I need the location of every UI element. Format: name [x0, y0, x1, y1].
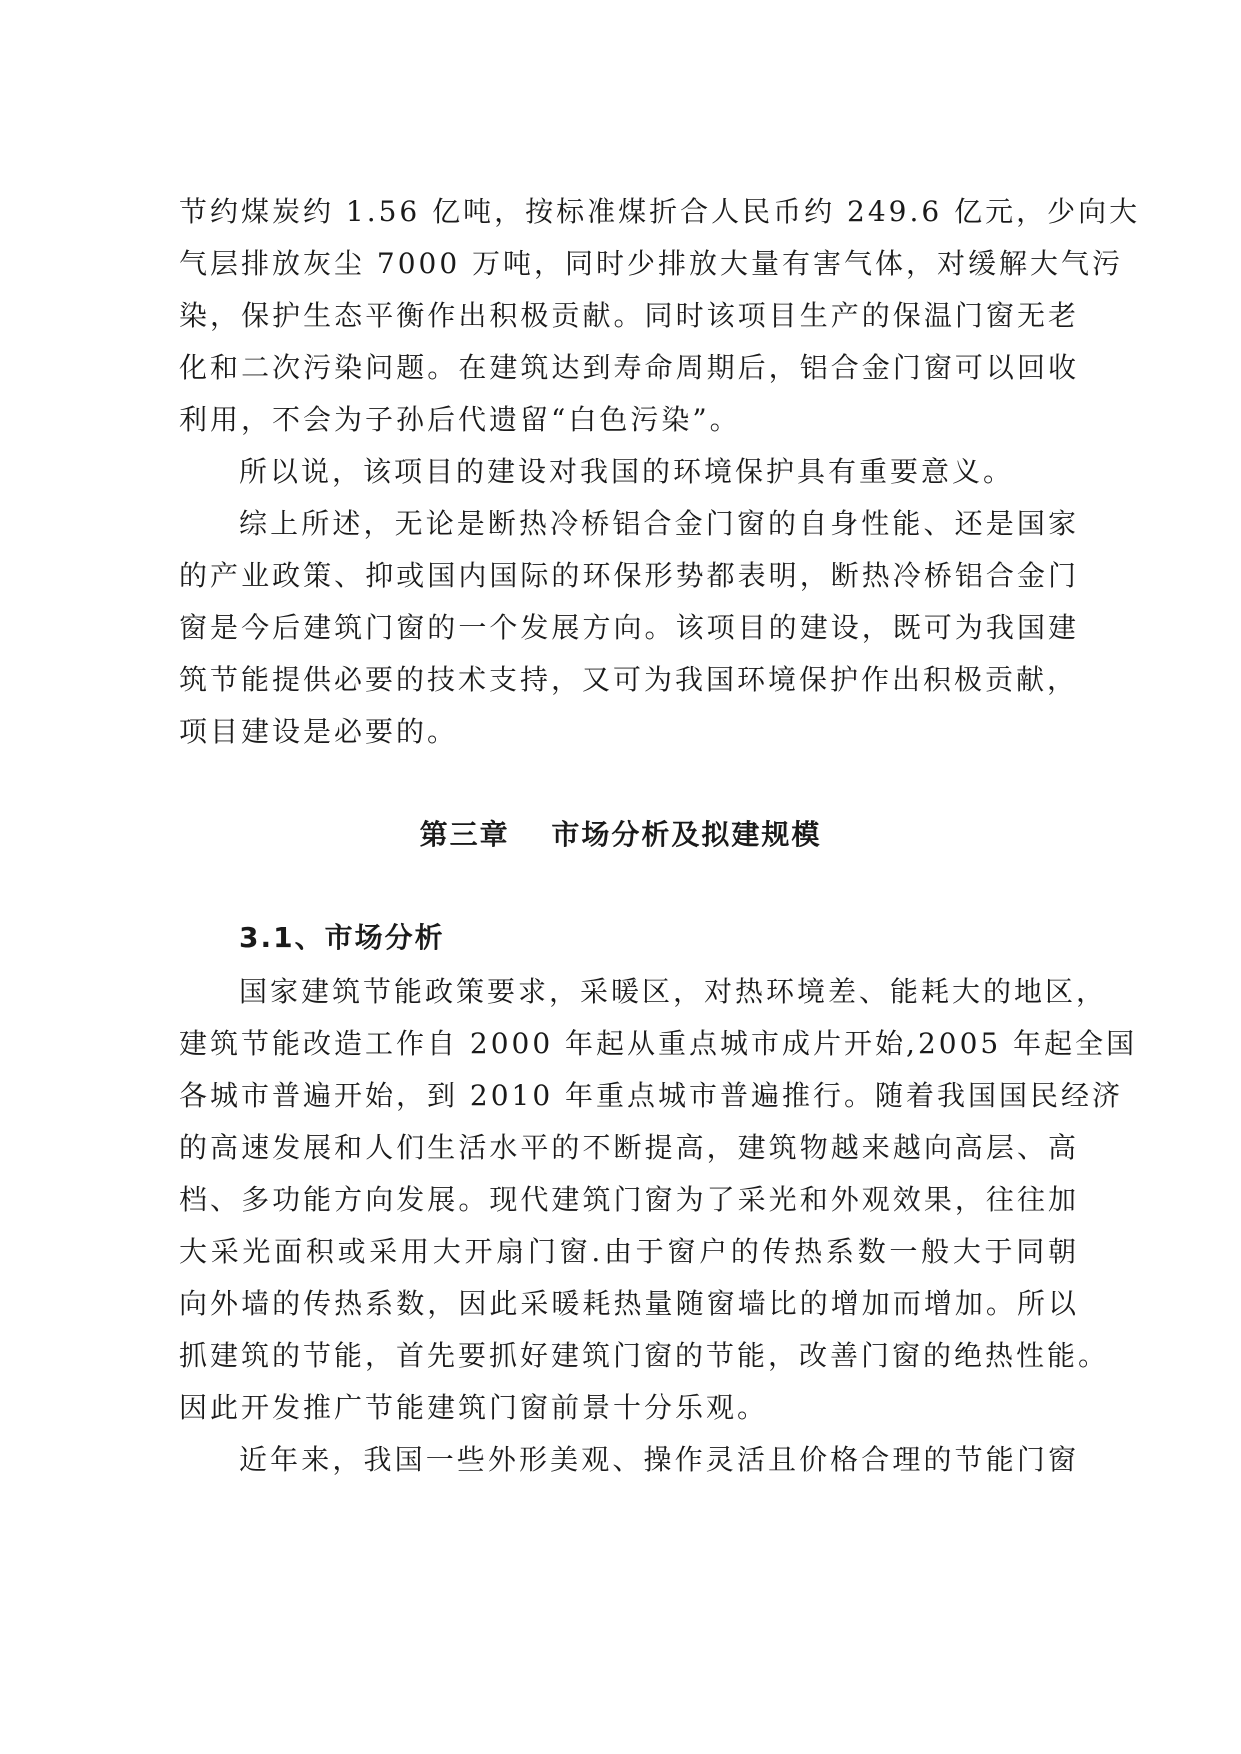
paragraph-line: 向外墙的传热系数，因此采暖耗热量随窗墙比的增加而增加。所以 [179, 1287, 1079, 1320]
paragraph-line: 所以说，该项目的建设对我国的环境保护具有重要意义。 [239, 455, 1015, 488]
section-title: 3.1、市场分析 [239, 921, 445, 954]
paragraph-line: 国家建筑节能政策要求，采暖区，对热环境差、能耗大的地区， [239, 975, 1108, 1008]
paragraph-line: 建筑节能改造工作自 2000 年起从重点城市成片开始,2005 年起全国 [179, 1027, 1138, 1060]
paragraph-line: 染，保护生态平衡作出积极贡献。同时该项目生产的保温门窗无老 [179, 299, 1079, 332]
paragraph-line: 筑节能提供必要的技术支持，又可为我国环境保护作出积极贡献， [179, 663, 1079, 696]
paragraph-line: 窗是今后建筑门窗的一个发展方向。该项目的建设，既可为我国建 [179, 611, 1079, 644]
paragraph-line: 抓建筑的节能，首先要抓好建筑门窗的节能，改善门窗的绝热性能。 [179, 1339, 1110, 1372]
paragraph-line: 的产业政策、抑或国内国际的环保形势都表明，断热冷桥铝合金门 [179, 559, 1079, 592]
paragraph-line: 因此开发推广节能建筑门窗前景十分乐观。 [179, 1391, 769, 1424]
paragraph-line: 利用，不会为子孙后代遗留“白色污染”。 [179, 403, 741, 436]
paragraph-line: 项目建设是必要的。 [179, 715, 459, 748]
paragraph-line: 近年来，我国一些外形美观、操作灵活且价格合理的节能门窗 [239, 1443, 1079, 1476]
paragraph-line: 大采光面积或采用大开扇门窗.由于窗户的传热系数一般大于同朝 [179, 1235, 1079, 1268]
paragraph-line: 综上所述，无论是断热冷桥铝合金门窗的自身性能、还是国家 [239, 507, 1079, 540]
paragraph-line: 节约煤炭约 1.56 亿吨，按标准煤折合人民币约 249.6 亿元，少向大 [179, 195, 1141, 228]
paragraph-line: 的高速发展和人们生活水平的不断提高，建筑物越来越向高层、高 [179, 1131, 1079, 1164]
paragraph-line: 档、多功能方向发展。现代建筑门窗为了采光和外观效果，往往加 [179, 1183, 1079, 1216]
paragraph-line: 化和二次污染问题。在建筑达到寿命周期后，铝合金门窗可以回收 [179, 351, 1079, 384]
paragraph-line: 气层排放灰尘 7000 万吨，同时少排放大量有害气体，对缓解大气污 [179, 247, 1124, 280]
chapter-title: 第三章 市场分析及拟建规模 [419, 818, 822, 851]
paragraph-line: 各城市普遍开始，到 2010 年重点城市普遍推行。随着我国国民经济 [179, 1079, 1124, 1112]
